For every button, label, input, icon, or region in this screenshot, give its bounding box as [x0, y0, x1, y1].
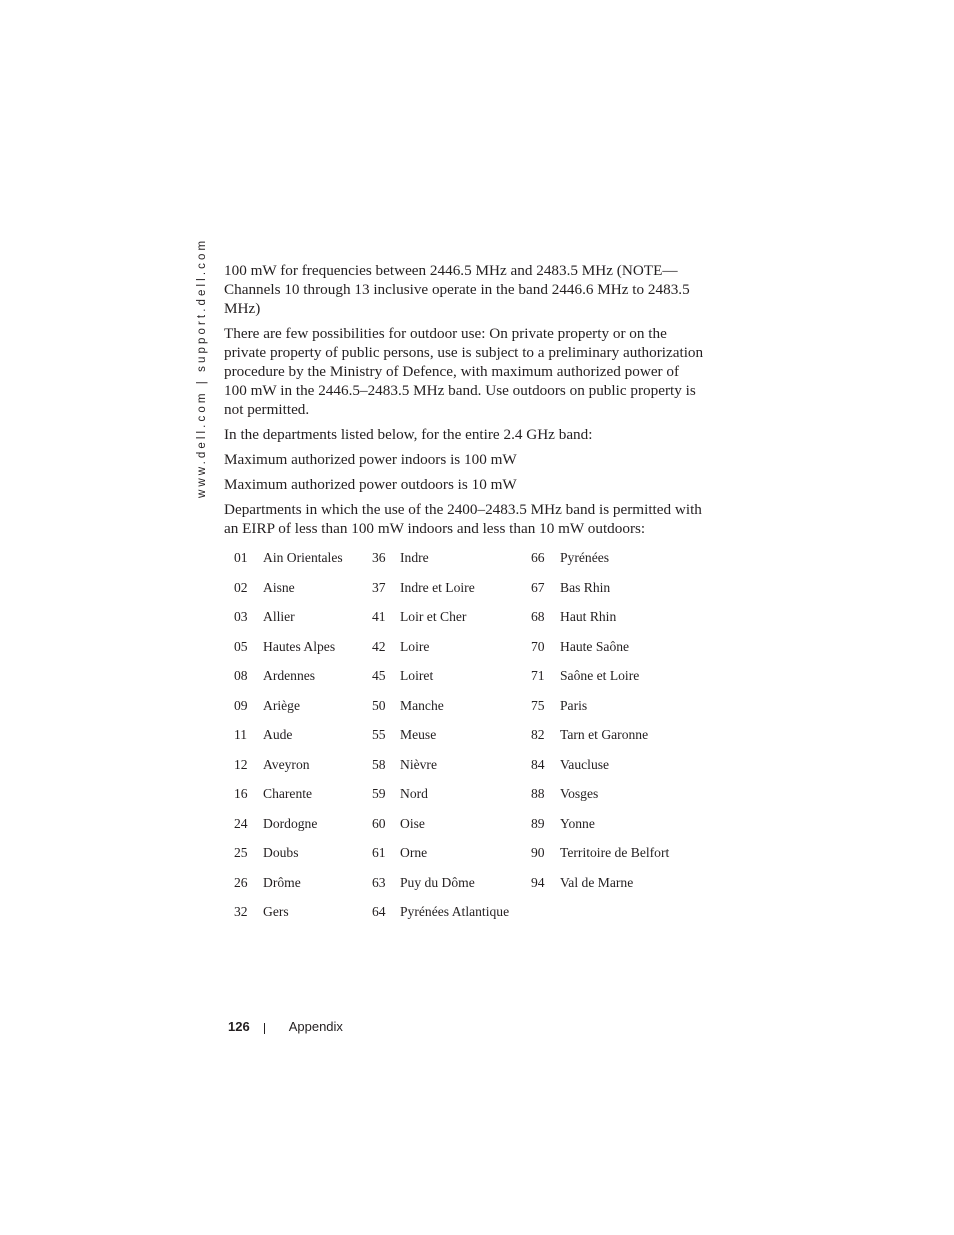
department-code: 03: [234, 609, 248, 624]
department-name: Dordogne: [263, 815, 318, 831]
table-row: [224, 781, 670, 811]
department-name: Orne: [400, 845, 428, 860]
department-name: Nièvre: [400, 756, 437, 772]
department-name: Loire: [400, 638, 430, 654]
department-code: 68: [531, 609, 545, 624]
department-name: Doubs: [263, 845, 299, 860]
department-name: Ardennes: [263, 668, 316, 683]
main-content: [224, 261, 704, 544]
department-name: Drôme: [263, 874, 301, 890]
departments-table-body: [224, 545, 670, 929]
department-code: 88: [531, 786, 545, 801]
department-name: Puy du Dôme: [400, 874, 475, 890]
table-row: [224, 604, 670, 634]
department-name: Ain Orientales: [263, 550, 343, 565]
department-code: 64: [372, 904, 386, 919]
department-code: 16: [234, 786, 248, 801]
department-code: 82: [531, 727, 545, 742]
paragraph-indoor-power: Maximum authorized power indoors is 100 mW: [224, 451, 517, 468]
department-name: Indre et Loire: [400, 579, 475, 595]
page-footer: [228, 1019, 343, 1034]
department-name: Haut Rhin: [560, 609, 617, 624]
department-code: 75: [531, 697, 545, 713]
table-row: [224, 693, 670, 723]
department-name: Tarn et Garonne: [560, 727, 649, 742]
department-code: 58: [372, 756, 386, 772]
table-row: [224, 870, 670, 900]
department-code: 11: [234, 727, 248, 742]
department-code: 63: [372, 874, 386, 890]
department-name: Ariège: [263, 697, 300, 713]
footer-separator: [264, 1023, 265, 1034]
department-code: 59: [372, 786, 386, 801]
department-code: 05: [234, 638, 248, 654]
department-name: Paris: [560, 697, 588, 713]
table-row: [224, 722, 670, 752]
department-code: 94: [531, 874, 545, 890]
department-code: 67: [531, 579, 545, 595]
department-code: 42: [372, 638, 386, 654]
paragraph-departments-intro: In the departments listed below, for the entire 2.4 GHz band:: [224, 426, 593, 443]
department-code: 50: [372, 697, 386, 713]
department-code: 02: [234, 579, 248, 595]
table-row: [224, 840, 670, 870]
department-name: Allier: [263, 609, 295, 624]
department-name: Yonne: [560, 815, 595, 831]
department-code: 60: [372, 815, 386, 831]
paragraph-outdoor-use: There are few possibilities for outdoor use: On private property or on the private property of public persons, use is subject to a preliminary authorization procedure by the Ministry of Defence, with maximum authorized power of 100 mW in the 2446.5–2483.5 MHz band. Use outdoors on public property is not permitted.: [224, 325, 704, 418]
department-code: 70: [531, 638, 545, 654]
department-code: 61: [372, 845, 386, 860]
department-name: Gers: [263, 904, 289, 919]
footer-section-title: Appendix: [288, 1019, 343, 1034]
department-name: Nord: [400, 786, 428, 801]
department-code: 36: [372, 550, 386, 565]
department-name: Aude: [263, 727, 293, 742]
department-name: Meuse: [400, 727, 437, 742]
department-name: Vaucluse: [560, 756, 610, 772]
paragraph-outdoor-power: Maximum authorized power outdoors is 10 mW: [224, 476, 517, 493]
department-code: 24: [234, 815, 248, 831]
department-name: Vosges: [560, 786, 599, 801]
paragraph-departments-eirp: Departments in which the use of the 2400–2483.5 MHz band is permitted with an EIRP of less than 100 mW indoors and less than 10 mW outdoors:: [224, 501, 702, 537]
department-code: 71: [531, 668, 545, 683]
paragraph-frequency-note: 100 mW for frequencies between 2446.5 MHz and 2483.5 MHz (NOTE—Channels 10 through 13 inclusive operate in the band 2446.6 MHz to 2483.5 MHz): [224, 262, 690, 317]
department-code: 25: [234, 845, 248, 860]
department-code: 12: [234, 756, 248, 772]
department-code: 45: [372, 668, 386, 683]
department-name: Hautes Alpes: [263, 638, 336, 654]
department-code: [521, 899, 560, 929]
department-name: Manche: [400, 697, 444, 713]
table-row: [224, 634, 670, 664]
department-code: 08: [234, 668, 248, 683]
table-row: [224, 811, 670, 841]
department-name: Saône et Loire: [560, 668, 640, 683]
table-row: [224, 663, 670, 693]
department-name: Territoire de Belfort: [560, 845, 670, 860]
department-name: Oise: [400, 815, 425, 831]
department-code: 41: [372, 609, 386, 624]
department-code: 37: [372, 579, 386, 595]
department-name: Charente: [263, 786, 313, 801]
table-row: [224, 575, 670, 605]
department-name: Loiret: [400, 668, 434, 683]
department-code: 55: [372, 727, 386, 742]
department-code: 32: [234, 904, 248, 919]
department-name: Bas Rhin: [560, 579, 611, 595]
department-name: Val de Marne: [560, 874, 634, 890]
department-code: 66: [531, 550, 545, 565]
department-code: 01: [234, 550, 248, 565]
department-name: Haute Saône: [560, 638, 630, 654]
departments-table: [224, 545, 670, 929]
department-code: 26: [234, 874, 248, 890]
department-code: 90: [531, 845, 545, 860]
department-name: Aveyron: [263, 756, 310, 772]
department-code: 09: [234, 697, 248, 713]
table-row: [224, 899, 670, 929]
sidebar-url: www.dell.com | support.dell.com: [196, 237, 208, 498]
department-name: Aisne: [263, 579, 295, 595]
department-name: Pyrénées Atlantique: [400, 904, 510, 919]
department-name: Indre: [400, 550, 429, 565]
department-name: Pyrénées: [560, 550, 610, 565]
department-name: Loir et Cher: [400, 609, 467, 624]
department-name: [560, 899, 670, 929]
page-number: 126: [228, 1019, 250, 1034]
department-code: 84: [531, 756, 545, 772]
table-row: [224, 752, 670, 782]
department-code: 89: [531, 815, 545, 831]
table-row: [224, 545, 670, 575]
